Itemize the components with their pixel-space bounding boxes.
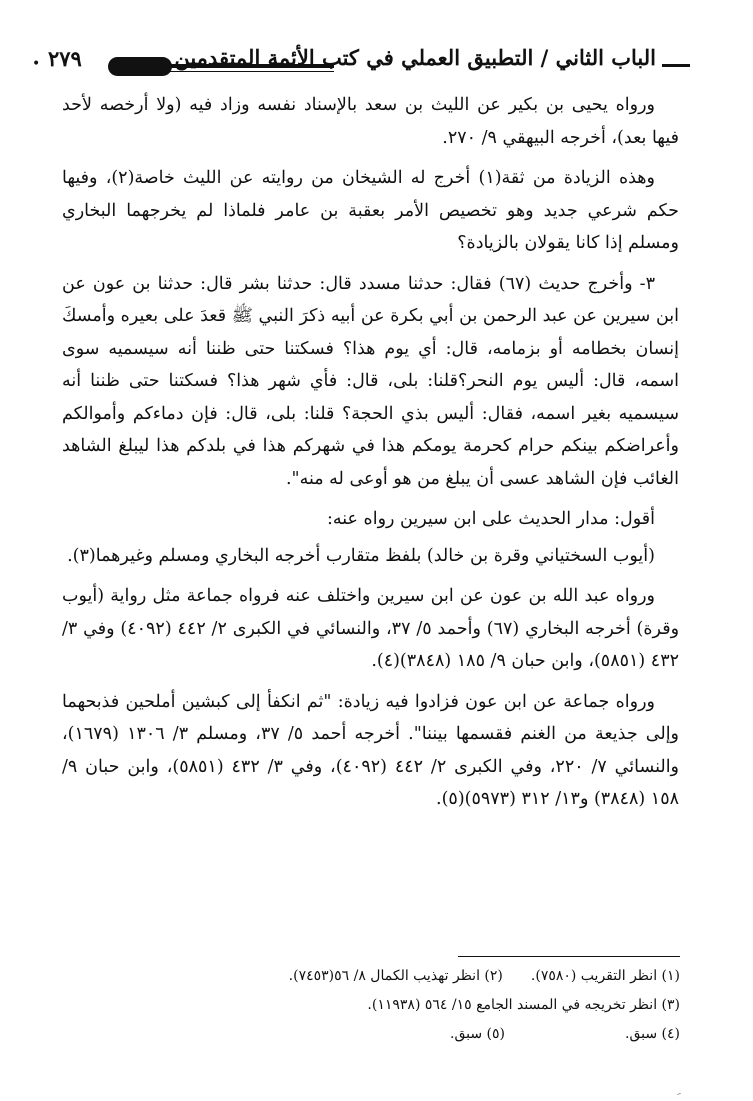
page-header <box>30 40 690 84</box>
footnote-4: (٤) سبق. <box>625 1026 680 1042</box>
paragraph: أقول: مدار الحديث على ابن سيرين رواه عنه: <box>326 509 655 529</box>
paragraph: ورواه جماعة عن ابن عون فزادوا فيه زيادة: "ثم انكفأ إلى كبشين أملحين فذبحهما وإلى جذيعة من الغنم فقسمها بيننا". أخرجه أحمد ٥/ ٣٧، ومسلم ٣/ ١٣٠٦ (١٦٧٩)، والنسائي ٧/ ٢٢٠، وفي الكبرى ٢/ ٤٤٢ (٤٠٩٢)، وفي ٣/ ٤٣٢ (٥٨٥١)، وابن حبان ٩/ ١٥٨ (٣٨٤٨) و١٣/ ٣١٢ (٥٩٧٣)(٥). <box>62 691 680 809</box>
main-text <box>62 89 679 824</box>
footnotes <box>120 962 680 1049</box>
footnote-line <box>120 962 680 991</box>
header-dot: • <box>32 56 41 72</box>
footnote-separator <box>458 956 680 957</box>
paragraph: (أيوب السختياني وقرة بن خالد) بلفظ متقارب أخرجه البخاري ومسلم وغيرهما(٣). <box>67 545 655 566</box>
paragraph: ورواه عبد الله بن عون عن ابن سيرين واختلف عنه فرواه جماعة مثل رواية (أيوب وقرة) أخرجه البخاري (٦٧) وأحمد ٥/ ٣٧، والنسائي في الكبرى ٢/ ٤٤٢ (٤٠٩٢) وفي ٣/ ٤٣٢ (٥٨٥١)، وابن حبان ٩/ ١٨٥ (٣٨٤٨)(٤). <box>62 586 680 671</box>
footnote-3: (٣) انظر تخريجه في المسند الجامع ١٥/ ٥٦٤ (١١٩٣٨). <box>367 997 680 1013</box>
paragraph: وهذه الزيادة من ثقة(١) أخرج له الشيخان من روايته عن الليث خاصة(٢)، وفيها حكم شرعي جديد وهو تخصيص الأمر بعقبة بن عامر فلماذا لم يخرجهما البخاري ومسلم إذا كانا يقولان بالزيادة؟ <box>62 168 679 253</box>
header-rule-thin <box>162 71 334 72</box>
page-number: ٢٧٩ <box>48 46 82 71</box>
footnote-line <box>120 1020 680 1049</box>
footnote-2: (٢) انظر تهذيب الكمال ٨/ ٥٦(٧٤٥٣). <box>288 968 503 984</box>
footnote-line <box>120 991 680 1020</box>
footnote-5: (٥) سبق. <box>450 1026 505 1042</box>
paragraph: ورواه يحيى بن بكير عن الليث بن سعد بالإسناد نفسه وزاد فيه (ولا أرخصه لأحد فيها بعد)، أخرجه البيهقي ٩/ ٢٧٠. <box>62 95 679 148</box>
chapter-title: الباب الثاني / التطبيق العملي في كتب الأئمة المتقدمين <box>174 45 656 70</box>
footnote-1: (١) انظر التقريب (٧٥٨٠). <box>530 968 680 984</box>
header-rule-right <box>662 64 690 67</box>
paragraph: ٣- وأخرج حديث (٦٧) فقال: حدثنا مسدد قال: حدثنا بشر قال: حدثنا بن عون عن ابن سيرين عن عبد الرحمن بن أبي بكرة عن أبيه ذكرَ النبي ﷺ قعدَ على بعيره وأمسكَ إنسان بخطامه أو بزمامه، قال: أي يوم هذا؟ فسكتنا حتى ظننا أنه سيسميه سوى اسمه، قال: أليس يوم النحر؟قلنا: بلى، قال: فأي شهر هذا؟ فسكتنا حتى ظننا أنه سيسميه بغير اسمه، فقال: أليس بذي الحجة؟ قلنا: بلى، قال: فإن دماءكم وأموالكم وأعراضكم بينكم حرام كحرمة يومكم هذا في شهركم هذا في بلدكم هذا ليبلغ الشاهد الغائب فإن الشاهد عسى أن يبلغ من هو أوعى له منه". <box>62 273 679 489</box>
